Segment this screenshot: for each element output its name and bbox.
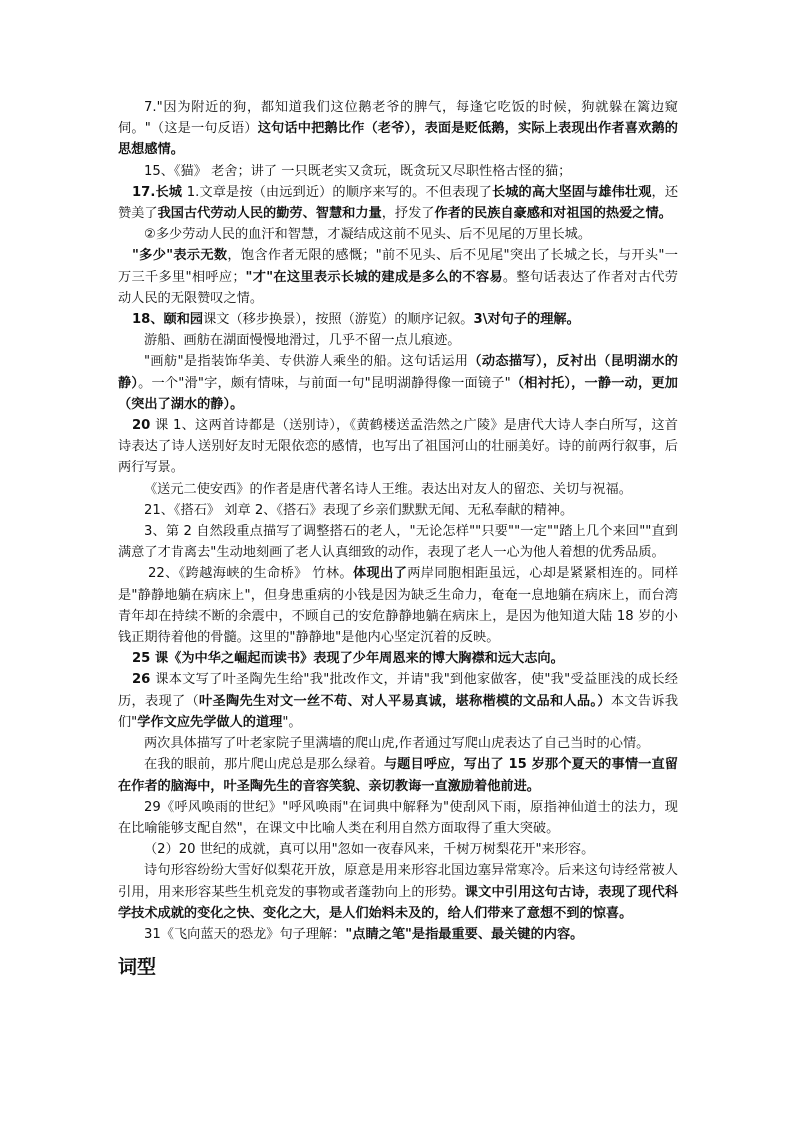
section-heading: 词型	[118, 956, 157, 979]
paragraph	[118, 860, 678, 924]
paragraph	[118, 224, 678, 245]
paragraph	[118, 330, 678, 351]
bold-text: 长城的高大坚固与雄伟壮观	[491, 184, 652, 200]
text-run: 3、第 2 自然段重点描写了调整搭石的老人，"无论怎样""只要""一定""踏上几个来回""直到满意了才肯离去"生动地刻画了老人认真细致的动作，表现了老人一心为他人着想的优秀品质。	[118, 524, 678, 561]
text-run: "画舫"是指装饰华美、专供游人乘坐的船。这句话运用	[144, 354, 469, 370]
bold-text: 课文中引用这句古诗，表现了现代科学技术成就的变化之快、变化之大，是人们始料未及的，给人们带来了意想不到的惊喜。	[118, 884, 679, 921]
text-run: 《送元二使安西》的作者是唐代著名诗人王维。表达出对友人的留恋、关切与祝福。	[144, 481, 632, 497]
paragraph	[118, 839, 678, 860]
bold-text: 叶圣陶先生对文一丝不苟、对人平易真诚，堪称楷模的文品和人品。）	[199, 693, 611, 709]
paragraph	[118, 924, 678, 945]
text-run: 游船、画舫在湖面慢慢地滑过，几乎不留一点儿痕迹。	[144, 333, 461, 349]
paragraph	[118, 500, 678, 521]
bold-text: 20	[132, 418, 156, 434]
text-run: （2）20 世纪的成就，真可以用"忽如一夜春风来，千树万树梨花开"来形容。	[144, 842, 595, 858]
paragraph	[118, 754, 678, 796]
text-run: 课 1、这两首诗都是（送别诗），《黄鹤楼送孟浩然之广陵》是唐代大诗人李白所写，这首诗表达了诗人送别好友时无限依恋的感情，也写出了祖国河山的壮丽美好。诗的前两行叙事，后两行写景。	[118, 418, 678, 476]
text-run: 。整句话表达了作者对古代劳动人民的无限赞叹之情。	[118, 269, 678, 306]
bold-text: 与题目呼应，写出了 15 岁那个夏天的事情一直留在作者的脑海中，叶圣陶先生的音容笑貌、亲切教诲一直激励着他前进。	[118, 757, 678, 794]
text-run: 两次具体描写了叶老家院子里满墙的爬山虎,作者通过写爬山虎表达了自己当时的心情。	[144, 736, 650, 752]
paragraph	[118, 733, 678, 754]
paragraph	[118, 245, 678, 309]
paragraph	[118, 563, 678, 648]
text-run: 两岸同胞相距虽远，心却是紧紧相连的。同样是"静静地躺在病床上"，但身患重病的小钱是因为缺乏生命力，奄奄一息地躺在病床上，而台湾青年却在持续不断的余震中，不顾自己的安危静静地躺在病床上，是因为他知道大陆 18 岁的小钱正期待着他的骨髓。这里的"静静地"是他内心坚定沉着的反映。	[118, 566, 679, 646]
text-run: 21、《搭石》 刘章 2、《搭石》表现了乡亲们默默无闻、无私奉献的精神。	[144, 502, 574, 518]
bold-text: 作者的民族自豪感和对祖国的热爱之情。	[434, 206, 672, 222]
text-run: 本文告诉我们"	[118, 693, 679, 730]
text-run: ，抒发了	[381, 206, 435, 222]
paragraph	[118, 97, 678, 161]
paragraph	[118, 161, 678, 182]
paragraph	[118, 351, 678, 415]
document-body	[118, 97, 678, 980]
bold-text: 26	[132, 672, 156, 688]
bold-text: 3\对句子的理解。	[473, 312, 580, 328]
text-run: ②多少劳动人民的血汗和智慧，才凝结成这前不见头、后不见尾的万里长城。	[144, 227, 592, 243]
paragraph	[118, 415, 678, 479]
text-run: 课文（移步换景），按照（游览）的顺序记叙。	[203, 312, 474, 328]
text-run: 在我的眼前，那片爬山虎总是那么绿着。	[144, 757, 384, 773]
bold-text: "多少"表示无数	[132, 248, 228, 264]
paragraph	[118, 797, 678, 839]
bold-text: 18、颐和园	[132, 312, 204, 328]
bold-text: 我国古代劳动人民的勤劳、智慧和力量	[157, 206, 382, 222]
paragraph	[118, 182, 678, 224]
text-run: ，还赞美了	[118, 184, 679, 222]
paragraph	[118, 479, 678, 500]
text-run: 。一个"滑"字，颇有情味，与前面一句"昆明湖静得像一面镜子"	[138, 375, 511, 391]
paragraph	[118, 521, 678, 563]
text-run: 15、《猫》 老舍；讲了 一只既老实又贪玩，既贪玩又尽职性格古怪的猫；	[144, 163, 572, 179]
text-run: 1.文章是按（由远到近）的顺序来写的。不但表现了	[186, 184, 492, 200]
bold-text: 学作文应先学做人的道理	[137, 714, 283, 730]
bold-text: （动态描写），反衬出（昆明湖水的静）	[118, 354, 678, 391]
text-run: 课本文写了叶圣陶先生给"我"批改作文，并请"我"到他家做客，使"我"受益匪浅的成长经历，表现了（	[118, 672, 678, 709]
text-run: ，饱含作者无限的感慨；"前不见头、后不见尾"突出了长城之长，与开头"一万三千多里"相呼应；	[118, 248, 678, 285]
paragraph	[118, 669, 678, 733]
text-run: 22、《跨越海峡的生命桥》 竹林。	[148, 566, 353, 582]
text-run: 29《呼风唤雨的世纪》"呼风唤雨"在词典中解释为"使刮风下雨，原指神仙道士的法力，现在比喻能够支配自然"，在课文中比喻人类在利用自然方面取得了重大突破。	[118, 799, 678, 836]
text-run: 31《飞向蓝天的恐龙》句子理解：	[144, 926, 346, 942]
bold-text: 这句话中把鹅比作（老爷），表面是贬低鹅，实际上表现出作者喜欢鹅的思想感情。	[118, 121, 678, 158]
bold-text: （相衬托），一静一动，更加（突出了湖水的静）。	[118, 375, 678, 412]
text-run: 诗句形容纷纷大雪好似梨花开放，原意是用来形容北国边塞异常寒冷。后来这句诗经常被人引用，用来形容某些生机竞发的事物或者蓬勃向上的形势。	[118, 863, 678, 900]
paragraph	[118, 648, 678, 669]
bold-text: "点睛之笔"是指最重要、最关键的内容。	[345, 926, 584, 942]
bold-text: 25 课《为中华之崛起而读书》表现了少年周恩来的博大胸襟和远大志向。	[132, 651, 564, 667]
bold-text: "才"在这里表示长城的建成是多么的不容易	[245, 269, 503, 285]
text-run: "。	[282, 714, 302, 730]
paragraph-list	[118, 97, 678, 945]
paragraph	[118, 309, 678, 330]
text-run: 7."因为附近的狗，都知道我们这位鹅老爷的脾气，每逢它吃饭的时候，狗就躲在篱边窥伺。"（这是一句反语）	[118, 100, 678, 137]
bold-text: 体现出了	[352, 566, 408, 582]
bold-text: 17.长城	[132, 184, 187, 200]
